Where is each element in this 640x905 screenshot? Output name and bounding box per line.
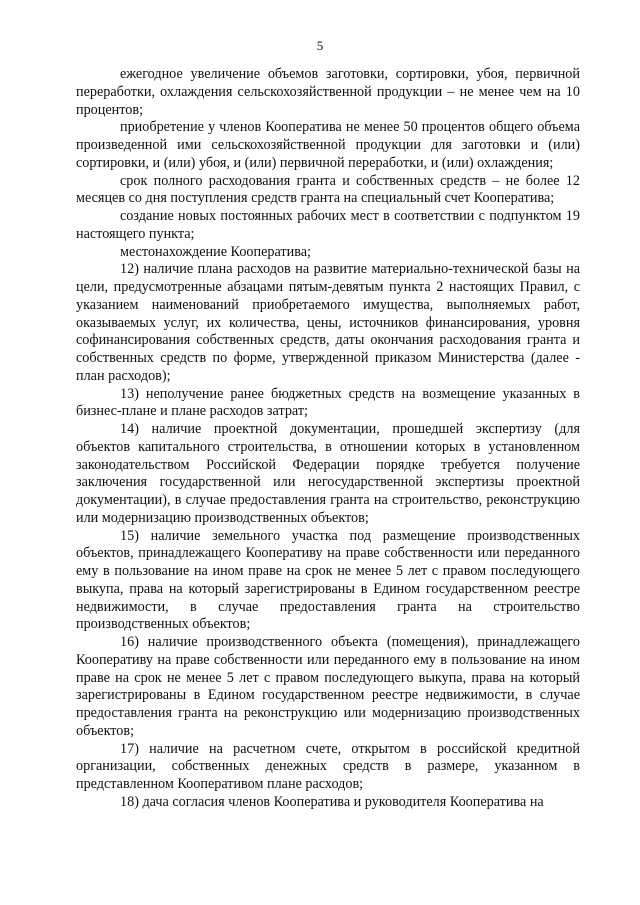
- paragraph-item-12: 12) наличие плана расходов на развитие материально-технической базы на цели, предусмотренные абзацами пятым-девятым пункта 2 настоящих Правил, с указанием наименований приобретаемого имущества, выполняемых работ, оказываемых услуг, их количества, цены, источников финансирования, уровня софинансирования собственных средств, даты окончания расходования гранта и собственных средств по форме, утвержденной приказом Министерства (далее - план расходов);: [76, 261, 580, 384]
- paragraph-purchase-from-members: приобретение у членов Кооператива не менее 50 процентов общего объема произведенной ими сельскохозяйственной продукции для заготовки и (или) сортировки, и (или) убоя, и (или) первичной переработки, и (или) охлаждения;: [76, 119, 580, 171]
- paragraph-spending-deadline: срок полного расходования гранта и собственных средств – не более 12 месяцев со дня поступления средств гранта на специальный счет Кооператива;: [76, 172, 580, 207]
- paragraph-item-16: 16) наличие производственного объекта (помещения), принадлежащего Кооперативу на праве собственности или переданного ему в пользование на ином праве на срок не менее 5 лет с правом последующего выкупа, права на который зарегистрированы в Едином государственном реестре недвижимости, в случае предоставления гранта на реконструкцию или модернизацию производственных объектов;: [76, 634, 580, 739]
- paragraph-item-18: 18) дача согласия членов Кооператива и руководителя Кооператива на: [120, 793, 544, 810]
- paragraph-location: местонахождение Кооператива;: [120, 243, 311, 260]
- paragraph-item-15: 15) наличие земельного участка под размещение производственных объектов, принадлежащего Кооперативу на праве собственности или переданного ему в пользование на ином праве на срок не менее 5 лет с правом последующего выкупа, права на который зарегистрированы в Едином государственном реестре недвижимости, в случае предоставления гранта на строительство производственных объектов;: [76, 527, 580, 633]
- page-number: 5: [316, 38, 324, 53]
- paragraph-annual-increase: ежегодное увеличение объемов заготовки, сортировки, убоя, первичной переработки, охлаждения сельскохозяйственной продукции – не менее чем на 10 процентов;: [76, 66, 580, 118]
- document-body: [76, 66, 580, 812]
- paragraph-new-jobs: создание новых постоянных рабочих мест в соответствии с подпунктом 19 настоящего пункта;: [76, 208, 580, 242]
- paragraph-item-13: 13) неполучение ранее бюджетных средств на возмещение указанных в бизнес-плане и плане расходов затрат;: [76, 385, 580, 420]
- paragraph-item-14: 14) наличие проектной документации, прошедшей экспертизу (для объектов капитального строительства, в отношении которых в установленном законодательством Российской Федерации порядке требуется получение заключения государственной или негосударственной экспертизы проектной документации), в случае предоставления гранта на строительство, реконструкцию или модернизацию производственных объектов;: [76, 421, 580, 526]
- paragraph-item-17: 17) наличие на расчетном счете, открытом в российской кредитной организации, собственных денежных средств в размере, указанном в представленном Кооперативом плане расходов;: [76, 740, 580, 792]
